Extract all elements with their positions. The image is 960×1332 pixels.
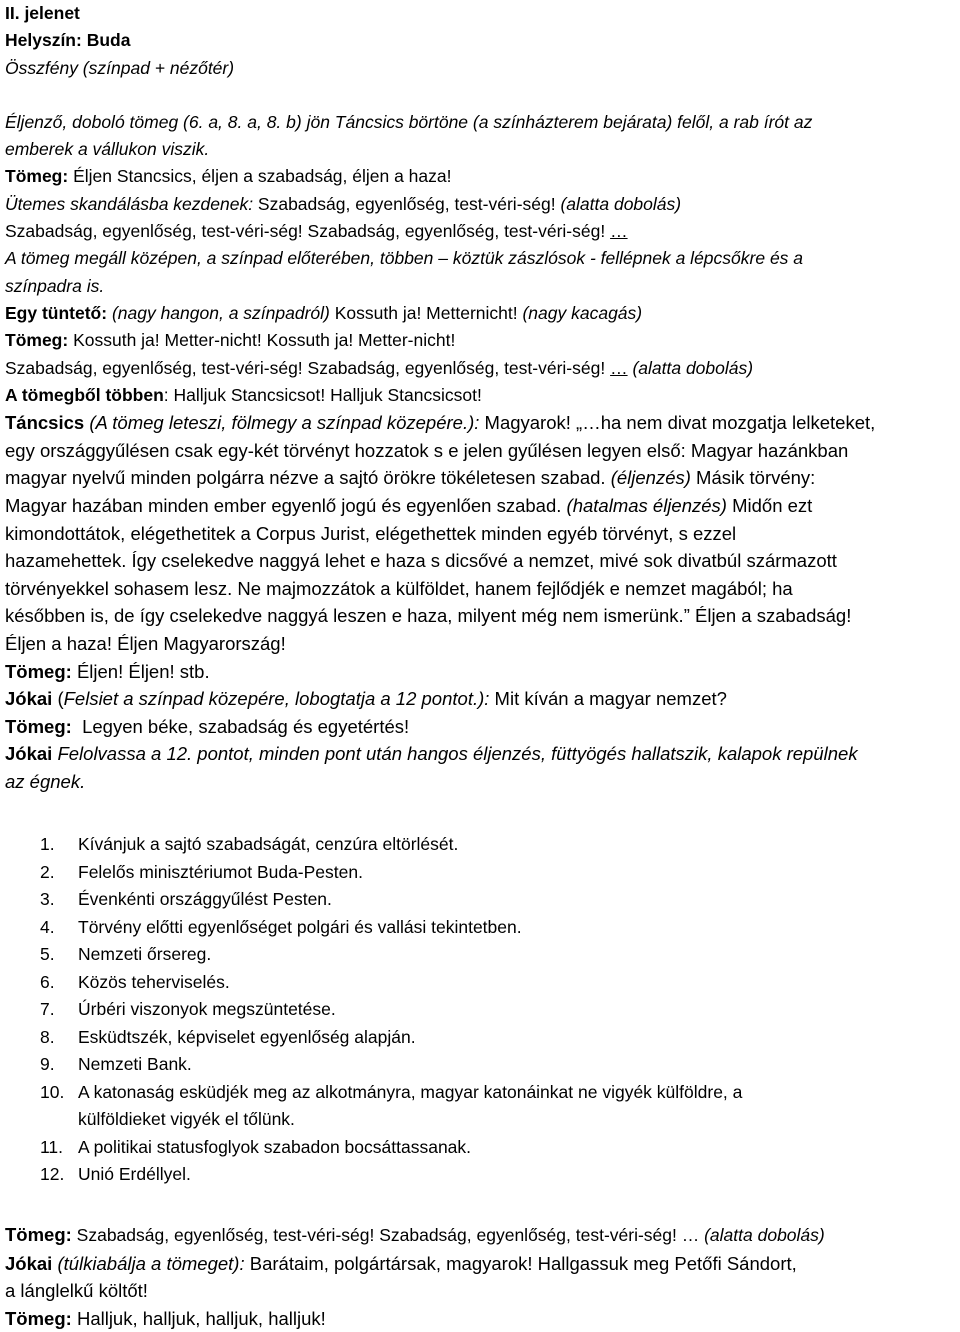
dialogue-line (5, 713, 955, 741)
speech-text: magyar nyelvű minden polgárra nézve a sajtó örökre tökéletesen szabad. (5, 467, 611, 489)
speech-line: későbben is, de így cselekedve naggyá leszen e haza, milyent még nem ismerünk.” Éljen a szabadság! (5, 605, 852, 627)
point-text: Évenkénti országgyűlést Pesten. (78, 889, 332, 910)
point-number: 12. (40, 1164, 65, 1185)
dialogue-line (5, 382, 955, 409)
point-number: 5. (40, 944, 55, 965)
point-number: 3. (40, 889, 55, 910)
speaker-name: Egy tüntető: (5, 302, 108, 323)
dialogue-line (5, 685, 955, 713)
point-text: Kívánjuk a sajtó szabadságát, cenzúra eltörlését. (78, 834, 459, 855)
point-text: Nemzeti Bank. (78, 1054, 192, 1075)
point-item (5, 1079, 955, 1134)
speaker-name: A tömegből többen (5, 384, 164, 405)
stage-direction: Felolvassa a 12. pontot, minden pont után hangos éljenzés, füttyögés hallatszik, kalapok repülnek (52, 743, 858, 765)
speech-line: egy országgyűlésen csak egy-két törvényt hozzatok s e jelen gyűlésen legyen első: Magyar hazánkban (5, 439, 849, 461)
speaker-name: Tömeg: (5, 1307, 72, 1329)
tancsics-speech (5, 409, 955, 795)
dialogue-text: Éljen! Éljen! stb. (71, 660, 210, 682)
point-text: Nemzeti őrsereg. (78, 944, 212, 965)
speech-line: törvényekkel sohasem lesz. Ne majmozzátok a külföldet, hanem fejlődjék e nemzet magából; ha (5, 577, 793, 599)
stage-direction: emberek a vállukon viszik. (5, 139, 210, 160)
spacer (5, 1189, 955, 1221)
speech-line (5, 464, 955, 492)
opening-section (5, 109, 955, 300)
stage-direction: színpadra is. (5, 275, 105, 296)
scene-location: Helyszín: Buda (5, 30, 131, 51)
speech-line: hazamehettek. Így cselekedve naggyá lehet e haza s dicsővé a nemzet, mivé sok divatbúl származott (5, 550, 837, 572)
point-item (5, 969, 955, 997)
stage-direction: (alatta dobolás) (704, 1224, 825, 1245)
point-text: Törvény előtti egyenlőséget polgári és vallási tekintetben. (78, 916, 522, 937)
speech-text: Magyar hazában minden ember egyenlő jogú és egyenlően szabad. (5, 494, 567, 516)
point-text: Közös teherviselés. (78, 971, 230, 992)
point-number: 10. (40, 1081, 65, 1102)
dialogue-text: Legyen béke, szabadság és egyetértés! (71, 715, 410, 737)
speech-line: kimondottátok, elégethetitek a Corpus Jurist, elégethettek minden egyéb törvényt, s ezzel (5, 522, 737, 544)
ellipsis: … (610, 357, 628, 378)
stage-direction: Felsiet a színpad közepére, lobogtatja a 12 pontot. (63, 688, 479, 710)
dialogue-text: Éljen Stancsics, éljen a szabadság, éljen a haza! (68, 166, 452, 187)
chant-text: Szabadság, egyenlőség, test-véri-ség! Szabadság, egyenlőség, test-véri-ség! … (71, 1224, 705, 1245)
point-text: A katonaság esküdjék meg az alkotmányra, magyar katonáinkat ne vigyék külföldre, a (78, 1081, 743, 1102)
speaker-name: Tömeg: (5, 330, 69, 351)
speaker-name: Tömeg: (5, 1223, 72, 1245)
protest-section (5, 300, 955, 409)
dialogue-text: : Halljuk Stancsicsot! Halljuk Stancsicsot! (163, 384, 482, 405)
point-item (5, 1024, 955, 1052)
chant-text: Szabadság, egyenlőség, test-véri-ség! Szabadság, egyenlőség, test-véri-ség! (5, 357, 611, 378)
dialogue-line (5, 740, 955, 768)
stage-direction: az égnek. (5, 770, 86, 792)
dialogue-line (5, 1250, 955, 1278)
speech-text: Másik törvény: (690, 467, 816, 489)
chant-line (5, 355, 955, 382)
speaker-name: Tömeg: (5, 166, 69, 187)
stage-direction: (nagy hangon, a színpadról) (107, 302, 330, 323)
stage-direction: (alatta dobolás) (627, 357, 754, 378)
point-number: 6. (40, 971, 55, 992)
stage-direction-paren: ( (52, 688, 64, 710)
dialogue-text: Kossuth ja! Metter-nicht! Kossuth ja! Metter-nicht! (68, 330, 456, 351)
dialogue-text: Halljuk, halljuk, halljuk, halljuk! (71, 1307, 326, 1329)
stage-direction-paren: ): (478, 688, 490, 710)
twelve-points-list (5, 831, 955, 1189)
stage-direction: (éljenzés) (610, 467, 691, 489)
point-text: Úrbéri viszonyok megszüntetése. (78, 999, 336, 1020)
closing-section (5, 1221, 955, 1332)
speaker-name: Tömeg: (5, 660, 72, 682)
speech-line (5, 409, 955, 437)
point-number: 1. (40, 834, 55, 855)
point-number: 8. (40, 1026, 55, 1047)
point-item (5, 886, 955, 914)
speaker-name: Jókai (5, 743, 53, 765)
point-text: külföldieket vigyék el tőlünk. (78, 1109, 295, 1130)
stage-direction: (nagy kacagás) (522, 302, 643, 323)
point-item (5, 914, 955, 942)
ellipsis: … (610, 221, 628, 242)
chant-line (5, 218, 955, 245)
point-text: Unió Erdéllyel. (78, 1164, 191, 1185)
stage-direction: A tömeg megáll középen, a színpad előterében, többen – köztük zászlósok - fellépnek a lépcsőkre és a (5, 248, 804, 269)
dialogue-text: Mit kíván a magyar nemzet? (489, 688, 727, 710)
chant-text: Szabadság, egyenlőség, test-véri-ség! Szabadság, egyenlőség, test-véri-ség! (5, 221, 611, 242)
stage-direction: (alatta dobolás) (560, 193, 682, 214)
point-number: 9. (40, 1054, 55, 1075)
speaker-name: Táncsics (5, 412, 85, 434)
script-page (5, 0, 955, 1332)
spacer (5, 795, 955, 831)
speech-line (5, 492, 955, 520)
stage-direction: (hatalmas éljenzés) (566, 494, 727, 516)
point-item (5, 996, 955, 1024)
speech-line: Éljen a haza! Éljen Magyarország! (5, 632, 286, 654)
spacer (5, 82, 955, 109)
dialogue-text: Barátaim, polgártársak, magyarok! Hallgassuk meg Petőfi Sándort, (244, 1252, 797, 1274)
point-item (5, 941, 955, 969)
point-text: Esküdtszék, képviselet egyenlőség alapján. (78, 1026, 416, 1047)
dialogue-line (5, 163, 955, 190)
scene-lighting: Összfény (színpad + nézőtér) (5, 57, 235, 78)
speaker-name: Jókai (5, 688, 53, 710)
stage-direction: Ütemes skandálásba kezdenek: (5, 193, 254, 214)
point-item (5, 1134, 955, 1162)
stage-direction: Éljenző, doboló tömeg (6. a, 8. a, 8. b) jön Táncsics börtöne (a színházterem bejárata) felől, a rab írót az (5, 111, 813, 132)
point-text: A politikai statusfoglyok szabadon bocsáttassanak. (78, 1136, 472, 1157)
stage-direction: (A tömeg leteszi, fölmegy a színpad közepére.): (84, 412, 480, 434)
speaker-name: Jókai (5, 1252, 53, 1274)
speech-text: Midőn ezt (726, 494, 813, 516)
scene-title: II. jelenet (5, 3, 80, 23)
scene-header (5, 0, 955, 82)
point-item (5, 859, 955, 887)
dialogue-line (5, 300, 955, 327)
dialogue-line (5, 327, 955, 354)
point-text: Felelős minisztériumot Buda-Pesten. (78, 861, 363, 882)
point-item (5, 1161, 955, 1189)
point-item (5, 831, 955, 859)
dialogue-line (5, 658, 955, 686)
dialogue-line (5, 1305, 955, 1332)
dialogue-line (5, 1221, 955, 1250)
speech-text: …ha nem divat mozgatja lelketeket, (582, 412, 876, 434)
point-number: 2. (40, 861, 55, 882)
point-number: 11. (40, 1136, 64, 1157)
quote-mark: „ (576, 412, 583, 434)
point-number: 4. (40, 916, 55, 937)
speaker-name: Tömeg: (5, 715, 72, 737)
dialogue-text: Kossuth ja! Metternicht! (329, 302, 523, 323)
point-number: 7. (40, 999, 55, 1020)
chant-text: Szabadság, egyenlőség, test-véri-ség! (253, 193, 561, 214)
point-item (5, 1051, 955, 1079)
dialogue-line: a lánglelkű költőt! (5, 1280, 148, 1302)
speech-text: Magyarok! (479, 412, 577, 434)
chant-line (5, 191, 955, 218)
stage-direction: (túlkiabálja a tömeget): (52, 1252, 245, 1274)
